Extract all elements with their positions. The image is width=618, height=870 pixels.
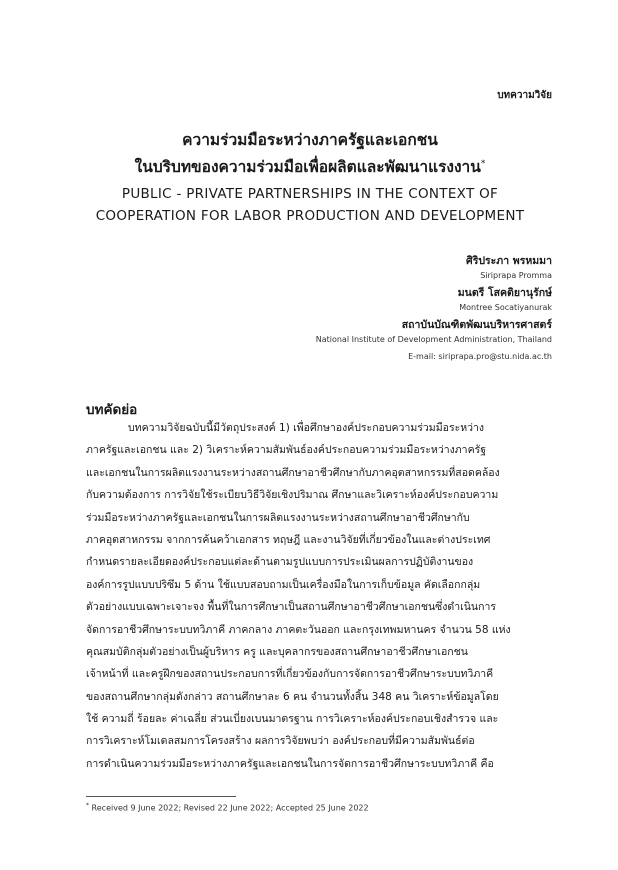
author-block — [316, 254, 552, 367]
author-1-name-english: Siriprapa Promma — [480, 271, 552, 280]
affiliation-english: National Institute of Development Administration, Thailand — [315, 335, 552, 344]
footnote-text: Received 9 June 2022; Revised 22 June 2022; Accepted 25 June 2022 — [91, 803, 369, 813]
title-block — [60, 128, 560, 227]
abstract-line: การวิเคราะห์โมเดลสมการโครงสร้าง ผลการวิจัยพบว่า องค์ประกอบที่มีความสัมพันธ์ต่อ — [86, 735, 475, 748]
abstract-line: ตัวอย่างแบบเฉพาะเจาะจง พื้นที่ในการศึกษาเป็นสถานศึกษาอาชีวศึกษาเอกชนซึ่งดำเนินการ — [86, 601, 496, 614]
abstract-line: จัดการอาชีวศึกษาระบบทวิภาคี ภาคกลาง ภาคตะวันออก และกรุงเทพมหานคร จำนวน 58 แห่ง — [86, 623, 511, 636]
footnote-divider — [86, 796, 236, 797]
abstract-line: กำหนดรายละเอียดองค์ประกอบแต่ละด้านตามรูปแบบการประเมินผลการปฏิบัติงานของ — [86, 556, 474, 569]
author-1-name-thai: ศิริประภา พรหมมา — [466, 255, 552, 267]
affiliation-thai: สถาบันบัณฑิตพัฒนบริหารศาสตร์ — [401, 319, 552, 331]
footnote-mark: * — [86, 802, 89, 809]
footnote — [86, 802, 369, 813]
title-thai-line-2-wrap — [60, 152, 560, 179]
abstract-line: ร่วมมือระหว่างภาครัฐและเอกชนในการผลิตแรงงานระหว่างสถานศึกษาอาชีวศึกษากับ — [86, 511, 470, 524]
title-thai-line-1: ความร่วมมือระหว่างภาครัฐและเอกชน — [182, 131, 438, 149]
abstract-line: ใช้ ความถี่ ร้อยละ ค่าเฉลี่ย ส่วนเบี่ยงเบนมาตรฐาน การวิเคราะห์องค์ประกอบเชิงสำรวจ และ — [86, 713, 499, 726]
abstract-line: ภาครัฐและเอกชน และ 2) วิเคราะห์ความสัมพันธ์องค์ประกอบความร่วมมือระหว่างภาครัฐ — [86, 444, 487, 457]
section-label: บทความวิจัย — [497, 90, 552, 101]
abstract-line: การดำเนินความร่วมมือระหว่างภาครัฐและเอกชนในการจัดการอาชีวศึกษาระบบทวิภาคี คือ — [86, 757, 494, 770]
abstract-line: บทความวิจัยฉบับนี้มีวัตถุประสงค์ 1) เพื่อศึกษาองค์ประกอบความร่วมมือระหว่าง — [128, 422, 485, 434]
abstract-line: เจ้าหน้าที่ และครูฝึกของสถานประกอบการที่เกี่ยวข้องกับการจัดการอาชีวศึกษาระบบทวิภาคี — [86, 668, 494, 681]
author-2-name-english: Montree Socatiyanurak — [459, 303, 552, 312]
author-2-name-thai: มนตรี โสคติยานุรักษ์ — [457, 287, 552, 299]
abstract-line: องค์การรูปแบบปริซึม 5 ด้าน ใช้แบบสอบถามเป็นเครื่องมือในการเก็บข้อมูล คัดเลือกกลุ่ม — [86, 578, 481, 591]
abstract-line: คุณสมบัติกลุ่มตัวอย่างเป็นผู้บริหาร ครู และบุคลากรของสถานศึกษาอาชีวศึกษาเอกชน — [86, 645, 468, 658]
title-english-line-2: COOPERATION FOR LABOR PRODUCTION AND DEVELOPMENT — [95, 208, 525, 225]
author-email: E-mail: siriprapa.pro@stu.nida.ac.th — [408, 352, 552, 361]
abstract-line: กับความต้องการ การวิจัยใช้ระเบียบวิธีวิจัยเชิงปริมาณ ศึกษาและวิเคราะห์องค์ประกอบความ — [86, 489, 499, 502]
title-english-line-1: PUBLIC - PRIVATE PARTNERSHIPS IN THE CONTEXT OF — [121, 186, 499, 203]
abstract-line: และเอกชนในการผลิตแรงงานระหว่างสถานศึกษาอาชีวศึกษากับภาคอุตสาหกรรมที่สอดคล้อง — [86, 466, 500, 479]
abstract-line: ภาคอุตสาหกรรม จากการค้นคว้าเอกสาร ทฤษฎี และงานวิจัยที่เกี่ยวข้องในและต่างประเทศ — [86, 533, 491, 546]
abstract-heading: บทคัดย่อ — [86, 402, 138, 418]
abstract-line: ของสถานศึกษากลุ่มดังกล่าว สถานศึกษาละ 6 คน จำนวนทั้งสิ้น 348 คน วิเคราะห์ข้อมูลโดย — [86, 690, 499, 703]
title-thai-line-2: ในบริบทของความร่วมมือเพื่อผลิตและพัฒนาแรงงาน — [134, 158, 481, 177]
abstract-body — [86, 417, 556, 775]
title-footnote-mark: * — [480, 159, 486, 169]
